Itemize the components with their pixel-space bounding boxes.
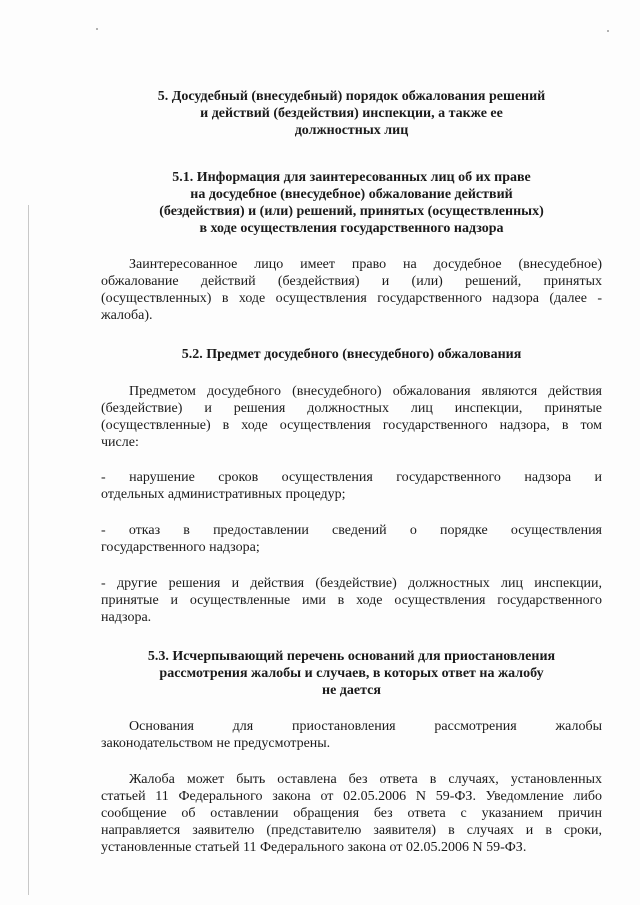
paragraph-line: статьей 11 Федерального закона от 02.05.2006 N 59-ФЗ. Уведомление либо [101,789,602,804]
section-5-1-paragraph [101,256,602,324]
scan-speck [96,28,98,30]
paragraph-line: сообщение об оставлении обращения без ответа с указанием причин [101,806,602,821]
heading-line: на досудебное (внесудебное) обжалование действий [190,187,513,202]
document-content [101,88,602,856]
section-5-3-heading [101,648,602,699]
paragraph-line: (бездействие) и решения должностных лиц инспекции, принятые [101,401,602,416]
section-5-2-item-1 [101,469,602,503]
heading-line: не дается [322,683,381,698]
paragraph-line: Предметом досудебного (внесудебного) обжалования являются действия [129,384,602,399]
paragraph-line: обжалование действий (бездействия) и (или) решений, принятых [101,274,602,289]
section-5-2-paragraph [101,383,602,451]
paragraph-line: государственного надзора; [101,540,260,555]
heading-line: и действий (бездействия) инспекции, а также ее [200,106,503,121]
paragraph-line: Основания для приостановления рассмотрения жалобы [129,719,602,734]
section-5-2-item-2 [101,522,602,556]
section-5-2-item-3 [101,575,602,626]
scan-speck [607,30,609,32]
section-5-3-paragraph-2 [101,771,602,856]
paragraph-line: отдельных административных процедур; [101,487,346,502]
section-5-1-heading [101,169,602,237]
paragraph-line: Жалоба может быть оставлена без ответа в случаях, установленных [129,772,602,787]
paragraph-line: направляется заявителю (представителю заявителя) в случаях и в сроки, [101,823,602,838]
paragraph-line: (осуществленных) в ходе осуществления государственного надзора (далее - [101,291,602,306]
heading-line: (бездействия) и (или) решений, принятых (осуществленных) [159,204,544,219]
paragraph-line: (осуществленные) в ходе осуществления государственного надзора, в том [101,418,602,433]
paragraph-line: жалоба). [101,308,153,323]
section-5-2-heading [101,346,602,363]
heading-line: 5.3. Исчерпывающий перечень оснований для приостановления [147,649,556,664]
heading-line: 5.1. Информация для заинтересованных лиц об их праве [172,170,531,185]
paragraph-line: надзора. [101,610,152,625]
paragraph-line: - отказ в предоставлении сведений о порядке осуществления [101,523,602,538]
heading-line: рассмотрения жалобы и случаев, в которых ответ на жалобу [159,666,544,681]
paragraph-line: числе: [101,435,139,450]
section-5-heading [101,88,602,139]
section-5-3-paragraph-1 [101,718,602,752]
paragraph-line: установленные статьей 11 Федерального закона от 02.05.2006 N 59-ФЗ. [101,840,527,855]
paragraph-line: Заинтересованное лицо имеет право на досудебное (внесудебное) [129,257,602,272]
heading-line: 5. Досудебный (внесудебный) порядок обжалования решений [157,89,546,104]
paragraph-line: принятые и осуществленные ими в ходе осуществления государственного [101,593,602,608]
paragraph-line: - нарушение сроков осуществления государственного надзора и [101,470,602,485]
paragraph-line: - другие решения и действия (бездействие) должностных лиц инспекции, [101,576,602,591]
paragraph-line: законодательством не предусмотрены. [101,736,331,751]
heading-line: в ходе осуществления государственного надзора [199,221,504,236]
heading-line: должностных лиц [294,123,409,138]
heading-line: 5.2. Предмет досудебного (внесудебного) обжалования [181,347,522,362]
scan-edge-line [28,205,29,895]
